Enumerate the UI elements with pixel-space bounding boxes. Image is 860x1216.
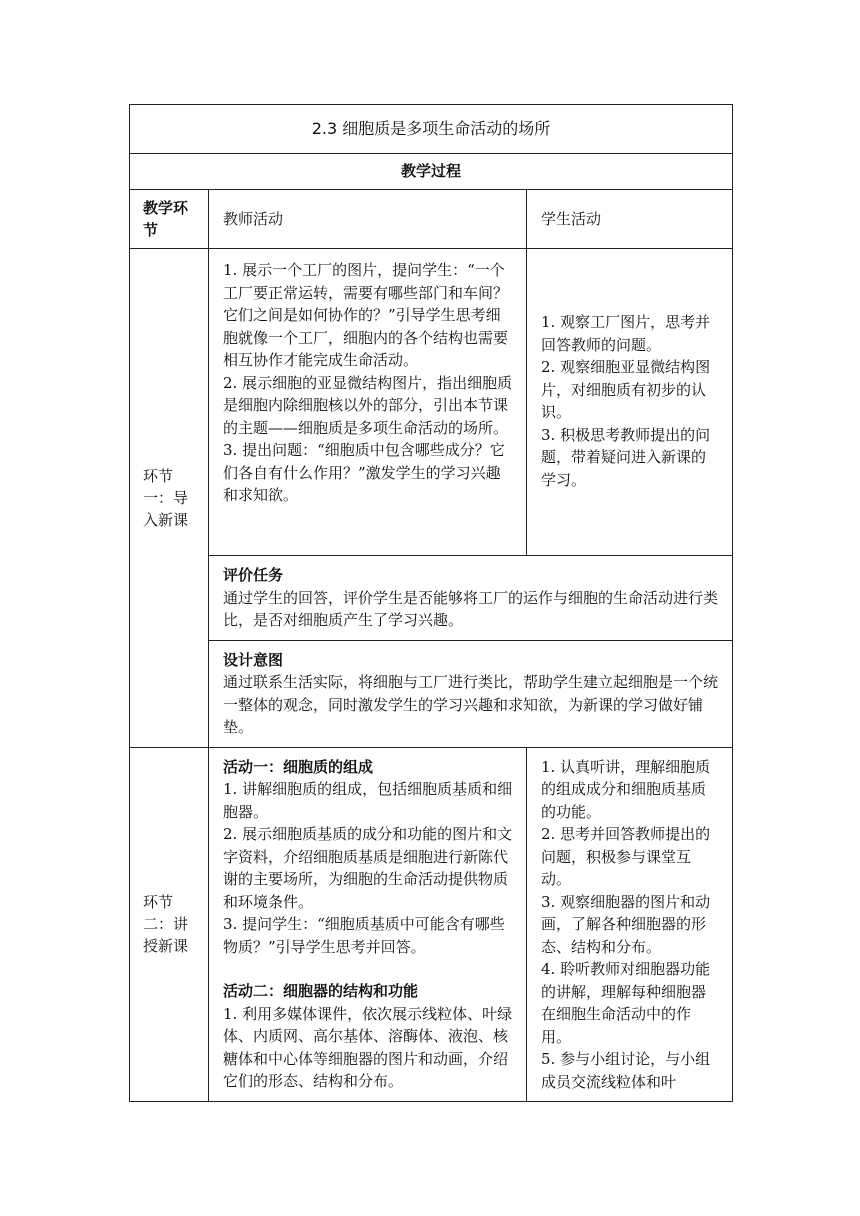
stage2-student-cell [527,747,733,1102]
design-title: 设计意图 [223,650,284,669]
stage1-teacher-item: 1. 展示一个工厂的图片，提问学生：“一个工厂要正常运转，需要有哪些部门和车间？它们之间是如何协作的？”引导学生思考细胞就像一个工厂，细胞内的各个结构也需要相互协作才能完成生命活动。 [223,261,509,369]
stage1-evaluation-cell [209,556,733,641]
activity1-item: 2. 展示细胞质基质的成分和功能的图片和文字资料，介绍细胞质基质是细胞进行新陈代谢的主要场所，为细胞的生命活动提供物质和环境条件。 [223,825,513,911]
stage1-student-item: 3. 积极思考教师提出的问题，带着疑问进入新课的学习。 [541,425,711,489]
header-teacher-label: 教师活动 [223,209,284,228]
activity2-title: 活动二：细胞器的结构和功能 [223,982,419,1000]
stage2-student-item: 1. 认真听讲，理解细胞质的组成成分和细胞质基质的功能。 [541,757,711,821]
stage1-label: 环节一：导入新课 [130,249,209,748]
header-stage [130,190,209,249]
stage1-teacher-item: 2. 展示细胞的亚显微结构图片，指出细胞质是细胞内除细胞核以外的部分，引出本节课的主题——细胞质是多项生命活动的场所。 [223,373,513,437]
stage1-student-item: 1. 观察工厂图片，思考并回答教师的问题。 [541,313,711,354]
stage2-teacher-cell [209,747,527,1102]
activity1-item: 1. 讲解细胞质的组成，包括细胞质基质和细胞器。 [223,780,513,821]
header-student [527,190,733,249]
stage1-teacher-cell [209,249,527,556]
stage2-student-item: 5. 参与小组讨论，与小组成员交流线粒体和叶 [541,1050,711,1091]
stage1-teacher-item: 3. 提出问题：“细胞质中包含哪些成分？它们各自有什么作用？”激发学生的学习兴趣和求知欲。 [223,441,505,504]
activity1-item: 3. 提问学生：“细胞质基质中可能含有哪些物质？”引导学生思考并回答。 [223,915,505,956]
lesson-plan-table [129,104,733,1102]
design-text: 通过联系生活实际，将细胞与工厂进行类比，帮助学生建立起细胞是一个统一整体的观念，同时激发学生的学习兴趣和求知欲，为新课的学习做好铺垫。 [223,673,719,736]
section-heading: 教学过程 [130,154,733,190]
stage1-student-cell [527,249,733,556]
stage1-design-cell [209,640,733,747]
header-teacher [209,190,527,249]
evaluation-text: 通过学生的回答，评价学生是否能够将工厂的运作与细胞的生命活动进行类比，是否对细胞质产生了学习兴趣。 [223,588,719,629]
activity1-title: 活动一：细胞质的组成 [223,757,374,776]
header-student-label: 学生活动 [541,209,602,228]
stage2-student-item: 2. 思考并回答教师提出的问题，积极参与课堂互动。 [541,825,711,888]
stage2-label: 环节二：讲授新课 [130,747,209,1102]
stage2-student-item: 3. 观察细胞器的图片和动画，了解各种细胞器的形态、结构和分布。 [541,892,711,956]
activity2-item: 1. 利用多媒体课件，依次展示线粒体、叶绿体、内质网、高尔基体、溶酶体、液泡、核糖体和中心体等细胞器的图片和动画，介绍它们的形态、结构和分布。 [223,1004,513,1090]
stage1-student-item: 2. 观察细胞亚显微结构图片，对细胞质有初步的认识。 [541,358,711,421]
header-stage-label: 教学环节 [143,199,189,239]
document-title: 2.3 细胞质是多项生命活动的场所 [130,105,733,154]
evaluation-title: 评价任务 [223,566,284,584]
stage2-student-item: 4. 聆听教师对细胞器功能的讲解，理解每种细胞器在细胞生命活动中的作用。 [541,960,711,1046]
